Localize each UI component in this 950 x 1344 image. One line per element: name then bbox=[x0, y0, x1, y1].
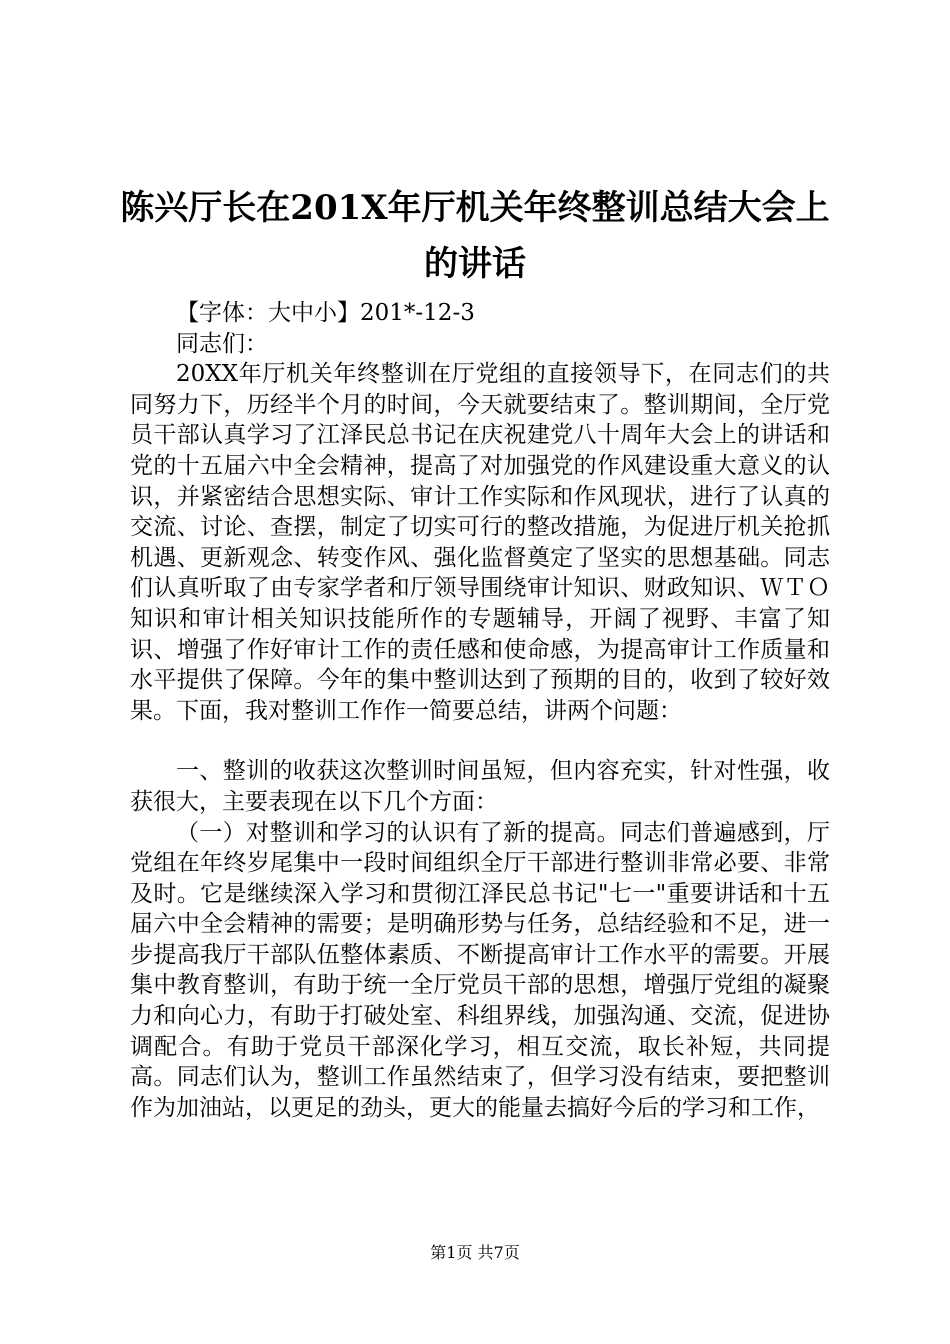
paragraph-intro: 20XX年厅机关年终整训在厅党组的直接领导下，在同志们的共同努力下，历经半个月的时间，今天就要结束了。整训期间，全厅党员干部认真学习了江泽民总书记在庆祝建党八十周年大会上的讲话和党的十五届六中全会精神，提高了对加强党的作风建设重大意义的认识，并紧密结合思想实际、审计工作实际和作风现状，进行了认真的交流、讨论、查摆，制定了切实可行的整改措施，为促进厅机关抢抓机遇、更新观念、转变作风、强化监督奠定了坚实的思想基础。同志们认真听取了由专家学者和厅领导围绕审计知识、财政知识、ＷＴＯ知识和审计相关知识技能所作的专题辅导，开阔了视野、丰富了知识、增强了作好审计工作的责任感和使命感，为提高审计工作质量和水平提供了保障。今年的集中整训达到了预期的目的，收到了较好效果。下面，我对整训工作作一简要总结，讲两个问题： bbox=[130, 361, 830, 724]
document-title: 陈兴厅长在201X年厅机关年终整训总结大会上的讲话 bbox=[120, 188, 830, 284]
paragraph-section-one: 一、整训的收获这次整训时间虽短，但内容充实，针对性强，收获很大，主要表现在以下几个方面： bbox=[130, 758, 830, 815]
meta-line: 【字体：大中小】201*-12-3 bbox=[176, 300, 475, 326]
salutation: 同志们： bbox=[176, 330, 268, 357]
page-number-footer: 第1页 共7页 bbox=[430, 1243, 520, 1262]
paragraph-subsection-one: （一）对整训和学习的认识有了新的提高。同志们普遍感到，厅党组在年终岁尾集中一段时间组织全厅干部进行整训非常必要、非常及时。它是继续深入学习和贯彻江泽民总书记"七一"重要讲话和十五届六中全会精神的需要；是明确形势与任务，总结经验和不足，进一步提高我厅干部队伍整体素质、不断提高审计工作水平的需要。开展集中教育整训，有助于统一全厅党员干部的思想，增强厅党组的凝聚力和向心力，有助于打破处室、科组界线，加强沟通、交流，促进协调配合。有助于党员干部深化学习，相互交流，取长补短，共同提高。同志们认为，整训工作虽然结束了，但学习没有结束，要把整训作为加油站，以更足的劲头，更大的能量去搞好今后的学习和工作， bbox=[130, 819, 830, 1121]
document-body bbox=[130, 298, 830, 1123]
